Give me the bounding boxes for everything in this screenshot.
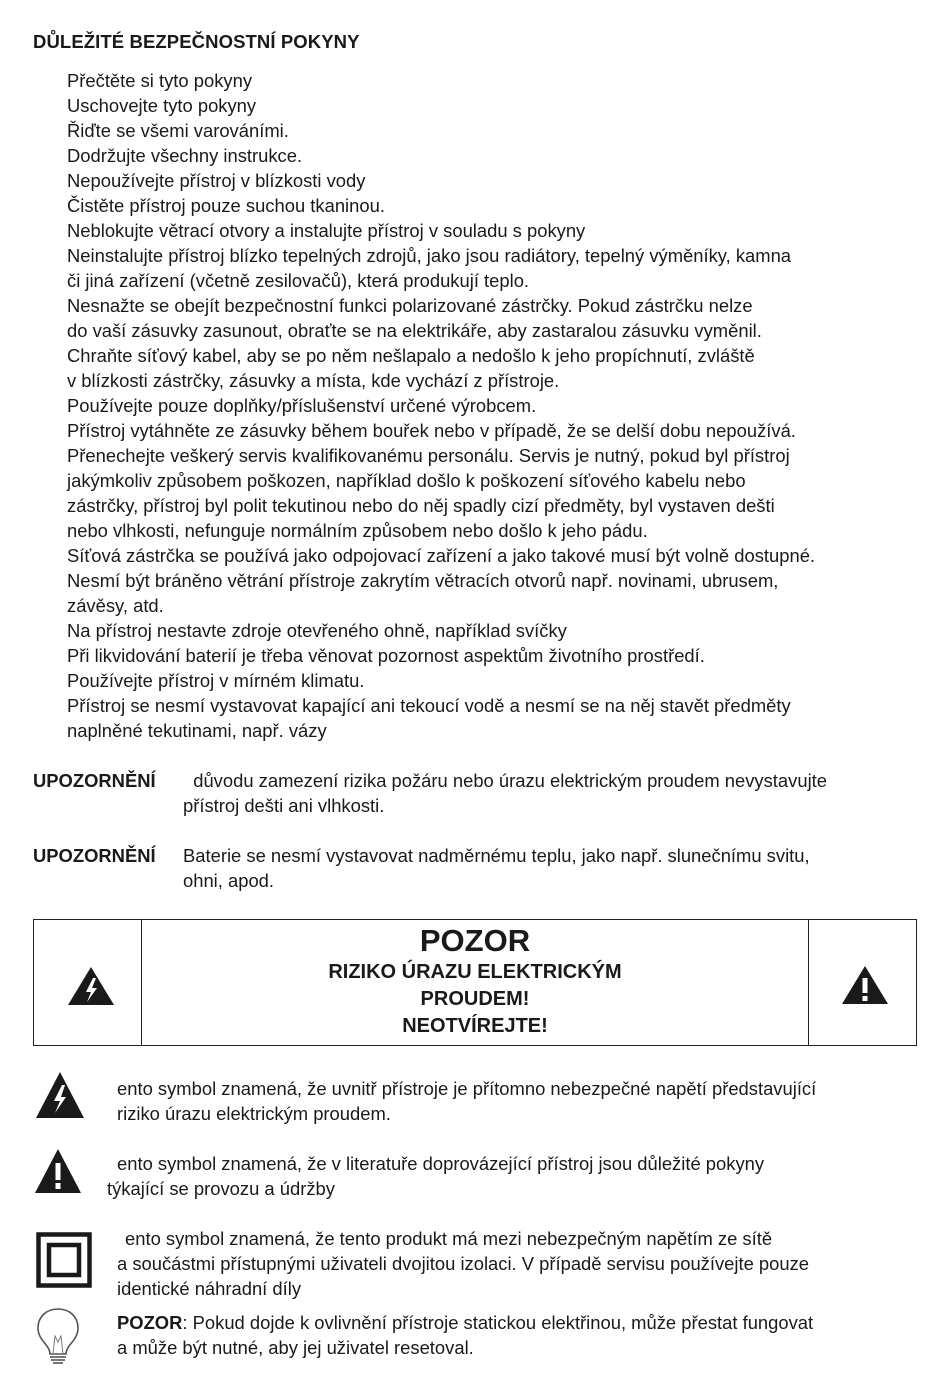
list-item: Řiďte se všemi varováními. (67, 120, 289, 141)
list-item: Chraňte síťový kabel, aby se po něm nešlapalo a nedošlo k jeho propíchnutí, zvláště (67, 345, 755, 366)
exclamation-warning-icon (34, 1148, 82, 1194)
double-insulation-icon (36, 1232, 92, 1288)
warning-battery (33, 843, 933, 895)
caution-box (33, 919, 917, 1046)
list-item: naplněné tekutinami, např. vázy (67, 720, 327, 741)
symbol-text-line: ento symbol znamená, že v literatuře doprovázející přístroj jsou důležité pokyny (117, 1153, 765, 1174)
list-item: Přístroj se nesmí vystavovat kapající ani tekoucí vodě a nesmí se na něj stavět předměty (67, 695, 791, 716)
warning-text-line: přístroj dešti ani vlhkosti. (183, 795, 385, 816)
list-item: v blízkosti zástrčky, zásuvky a místa, kde vychází z přístroje. (67, 370, 560, 391)
caution-box-left-cell (34, 920, 142, 1045)
symbol-text-span: : Pokud dojde k ovlivnění přístroje statickou elektřinou, může přestat fungovat (182, 1312, 814, 1333)
symbol-text (117, 1310, 813, 1360)
caution-line: NEOTVÍREJTE! (402, 1015, 548, 1037)
caution-bold-label: POZOR (117, 1312, 183, 1333)
symbol-text-line: identické náhradní díly (117, 1278, 302, 1299)
list-item: Nesnažte se obejít bezpečnostní funkci polarizované zástrčky. Pokud zástrčku nelze (67, 295, 753, 316)
warning-text-line: Baterie se nesmí vystavovat nadměrnému teplu, jako např. slunečnímu svitu, (183, 845, 810, 866)
list-item: závěsy, atd. (67, 595, 164, 616)
list-item: Přístroj vytáhněte ze zásuvky během bouřek nebo v případě, že se delší dobu nepoužívá. (67, 420, 796, 441)
warning-text (183, 768, 923, 818)
symbol-note-exclamation (33, 1147, 933, 1207)
list-item: Na přístroj nestavte zdroje otevřeného ohně, například svíčky (67, 620, 567, 641)
symbol-text-line: a může být nutné, aby jej uživatel resetoval. (117, 1337, 474, 1358)
warning-text-line: důvodu zamezení rizika požáru nebo úrazu elektrickým proudem nevystavujte (183, 770, 827, 791)
symbol-note-lightning (33, 1070, 933, 1130)
warning-text (183, 843, 923, 893)
list-item: Při likvidování baterií je třeba věnovat pozornost aspektům životního prostředí. (67, 645, 705, 666)
lightning-warning-icon (35, 1071, 85, 1119)
symbol-text-line: riziko úrazu elektrickým proudem. (117, 1103, 391, 1124)
list-item: Nepoužívejte přístroj v blízkosti vody (67, 170, 366, 191)
caution-line: RIZIKO ÚRAZU ELEKTRICKÝM (328, 961, 622, 983)
lightning-warning-icon (67, 966, 115, 1006)
caution-heading: POZOR (419, 923, 531, 958)
symbol-text-line: ento symbol znamená, že tento produkt má mezi nebezpečným napětím ze sítě (125, 1228, 773, 1249)
list-item: Přečtěte si tyto pokyny (67, 70, 253, 91)
symbol-text (107, 1151, 765, 1201)
list-item: či jiná zařízení (včetně zesilovačů), která produkují teplo. (67, 270, 530, 291)
list-item: Nesmí být bráněno větrání přístroje zakrytím větracích otvorů např. novinami, ubrusem, (67, 570, 779, 591)
light-bulb-icon (33, 1306, 83, 1366)
list-item: jakýmkoliv způsobem poškozen, například došlo k poškození síťového kabelu nebo (67, 470, 746, 491)
page-title: DŮLEŽITÉ BEZPEČNOSTNÍ POKYNY (33, 31, 360, 52)
symbol-text-line (117, 1310, 813, 1335)
symbol-note-double-insulation (33, 1226, 933, 1306)
list-item: Čistěte přístroj pouze suchou tkaninou. (67, 195, 385, 216)
symbol-text-line: a součástmi přístupnými uživateli dvojitou izolaci. V případě servisu používejte pouze (117, 1253, 810, 1274)
caution-box-text (142, 920, 808, 1045)
list-item: Dodržujte všechny instrukce. (67, 145, 303, 166)
list-item: Používejte pouze doplňky/příslušenství určené výrobcem. (67, 395, 537, 416)
symbol-text (117, 1226, 809, 1301)
list-item: Neblokujte větrací otvory a instalujte přístroj v souladu s pokyny (67, 220, 586, 241)
symbol-text (117, 1076, 816, 1126)
list-item: Používejte přístroj v mírném klimatu. (67, 670, 365, 691)
caution-line: PROUDEM! (420, 988, 530, 1010)
list-item: Přenechejte veškerý servis kvalifikovanému personálu. Servis je nutný, pokud byl přístroj (67, 445, 790, 466)
symbol-text-line: ento symbol znamená, že uvnitř přístroje je přítomno nebezpečné napětí představující (117, 1078, 817, 1099)
list-item: Neinstalujte přístroj blízko tepelných zdrojů, jako jsou radiátory, tepelný výměníky, kamna (67, 245, 792, 266)
caution-box-right-cell (808, 920, 916, 1045)
symbol-note-static (33, 1306, 933, 1368)
list-item: Síťová zástrčka se používá jako odpojovací zařízení a jako takové musí být volně dostupné. (67, 545, 816, 566)
warning-label: UPOZORNĚNÍ (33, 770, 156, 791)
exclamation-warning-icon (841, 965, 889, 1005)
list-item: Uschovejte tyto pokyny (67, 95, 257, 116)
symbol-text-line: týkající se provozu a údržby (107, 1178, 335, 1199)
list-item: zástrčky, přístroj byl polit tekutinou nebo do něj spadly cizí předměty, byl vystaven dešti (67, 495, 775, 516)
instruction-list (67, 68, 937, 743)
list-item: nebo vlhkosti, nefunguje normálním způsobem nebo došlo k jeho pádu. (67, 520, 648, 541)
warning-text-line: ohni, apod. (183, 870, 275, 891)
list-item: do vaší zásuvky zasunout, obraťte se na elektrikáře, aby zastaralou zásuvku vyměnil. (67, 320, 762, 341)
warning-moisture (33, 768, 933, 820)
warning-label: UPOZORNĚNÍ (33, 845, 156, 866)
